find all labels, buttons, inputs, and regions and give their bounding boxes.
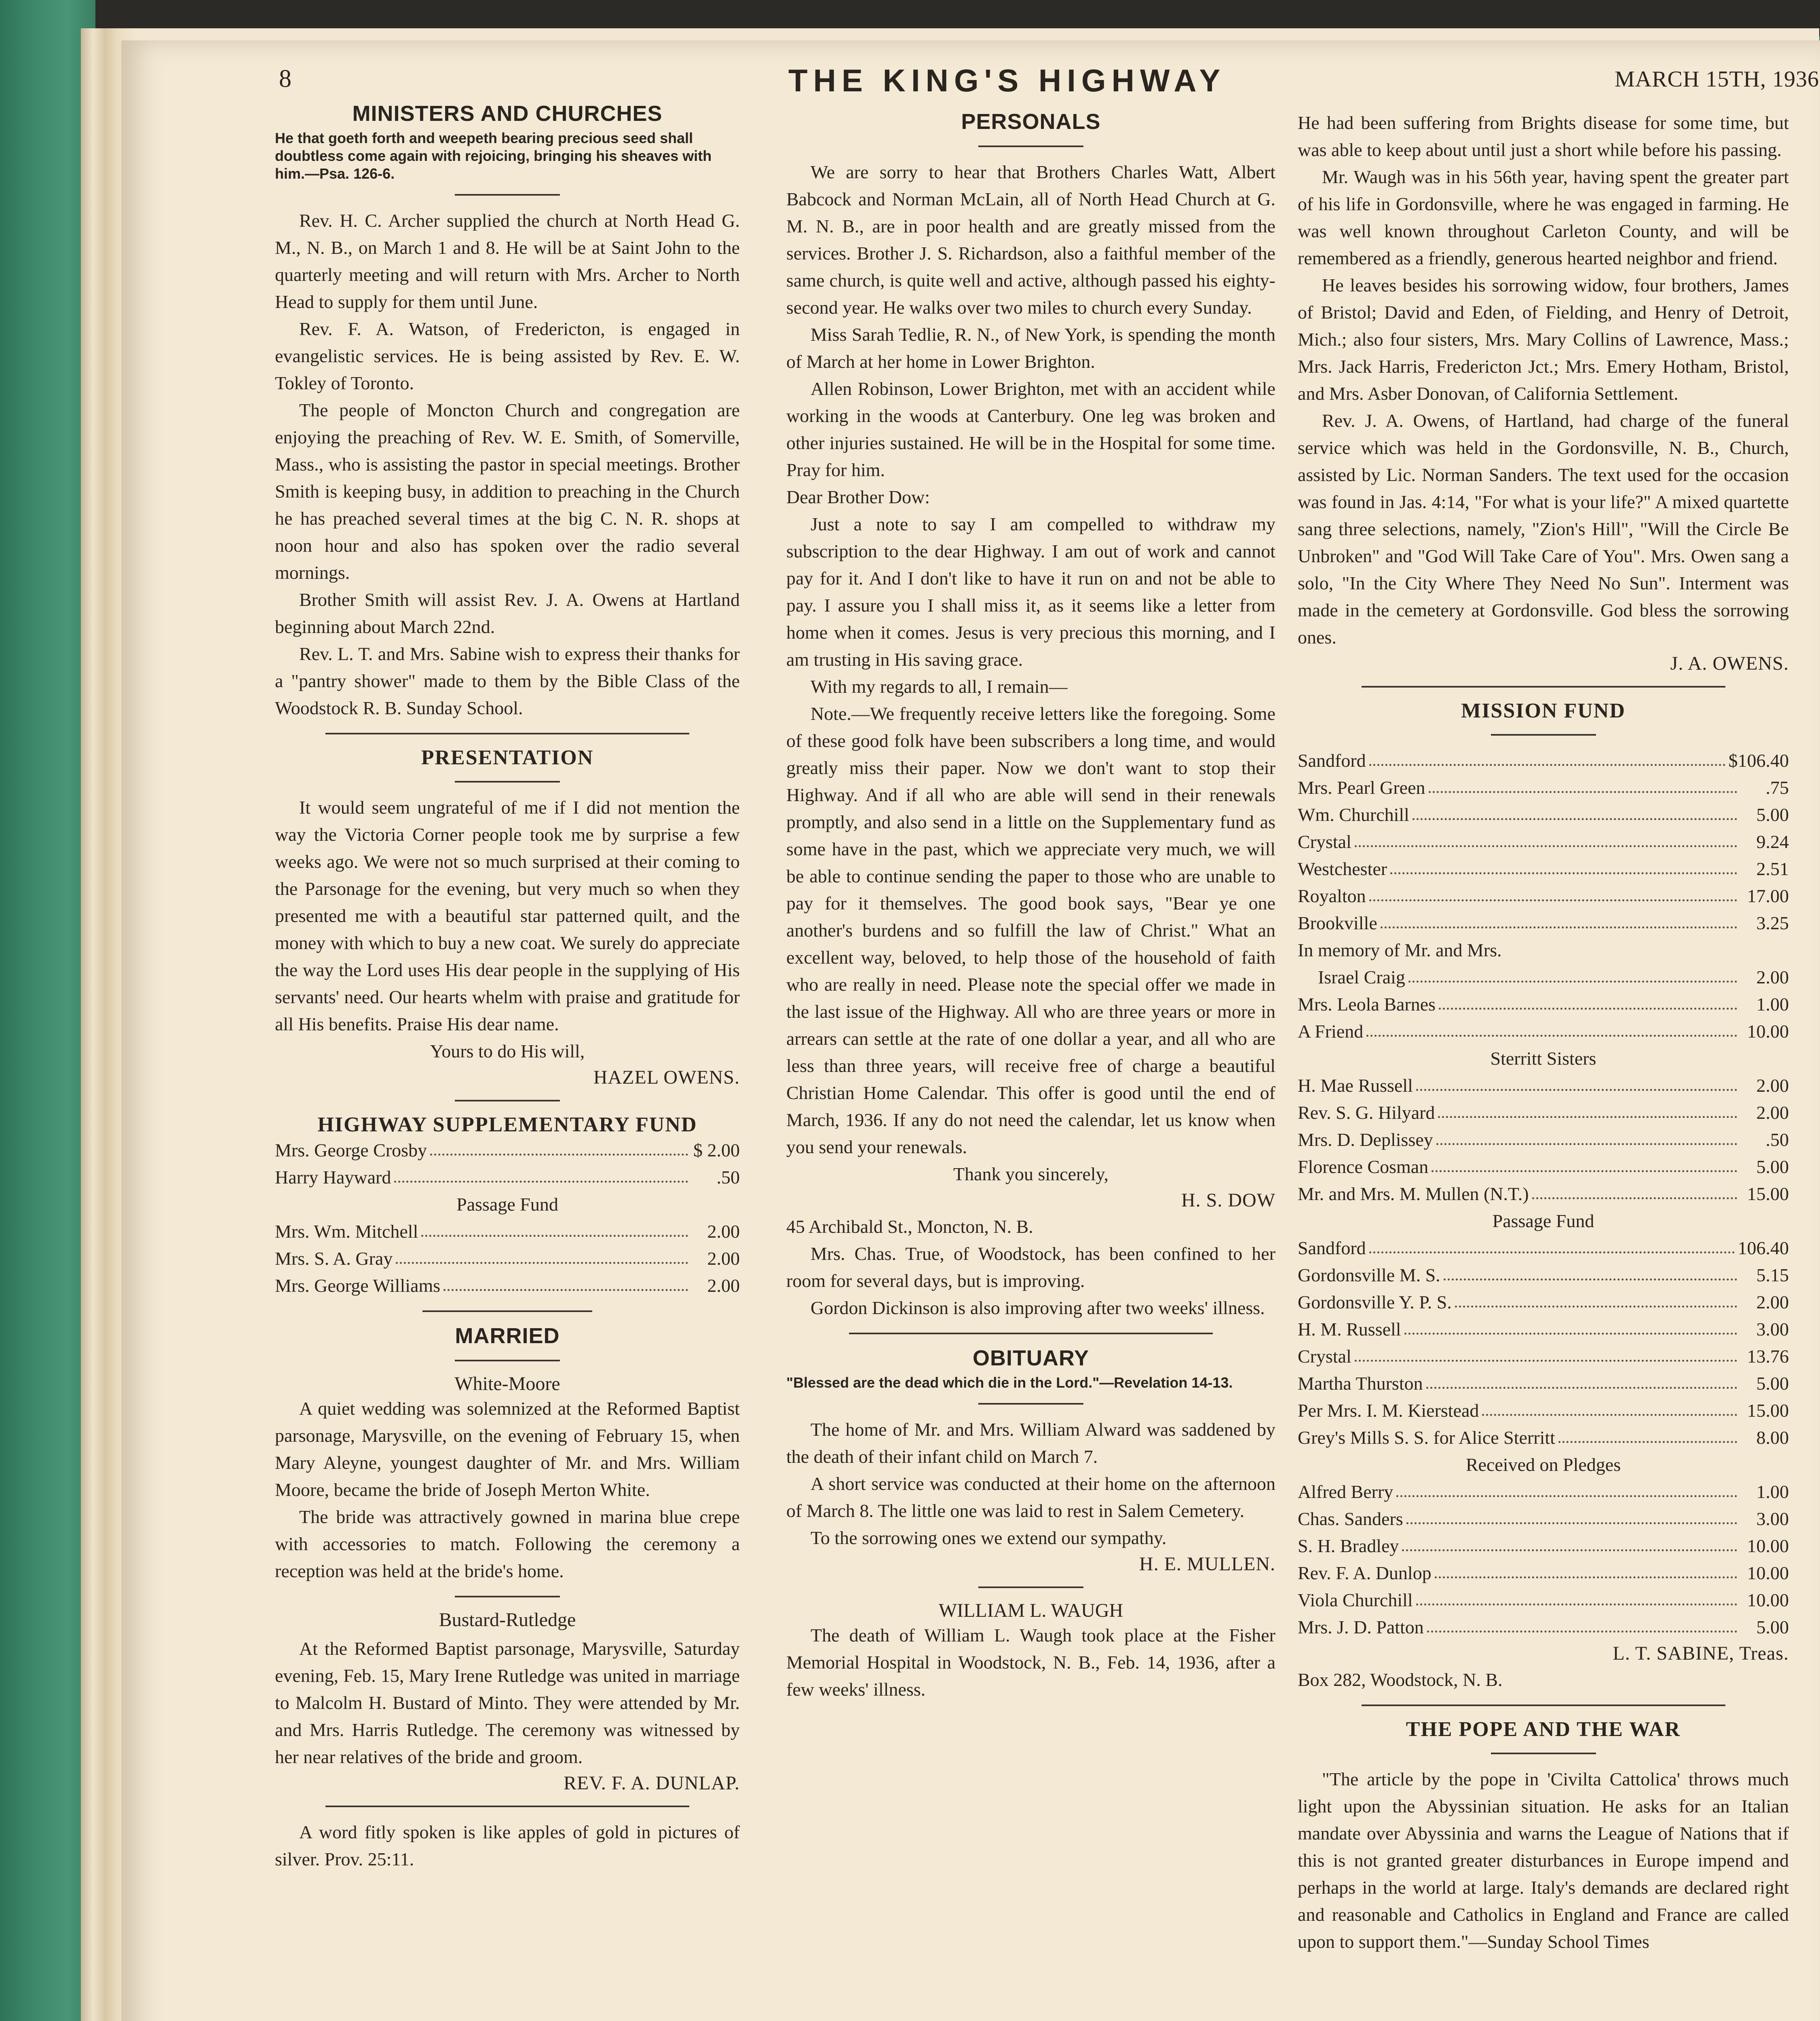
fund-name: Gordonsville Y. P. S. [1298, 1292, 1452, 1312]
waugh-continued: Mr. Waugh was in his 56th year, having spent the greater part of his life in Gordonsville, where he was engaged in farming. He was well known throughout Carleton County, and will be remembered as a friendly, generous hearted neighbor and friend. [1298, 167, 1789, 268]
fund-name: Florence Cosman [1298, 1156, 1429, 1177]
fund-row [1298, 1559, 1789, 1586]
fund-name: H. M. Russell [1298, 1319, 1401, 1340]
column-1 [154, 101, 768, 1873]
divider [455, 1596, 560, 1597]
dot-leader [396, 1245, 688, 1264]
wedding-title: White-Moore [454, 1373, 560, 1394]
dot-leader [1413, 801, 1737, 820]
ministers-epigraph: He that goeth forth and weepeth bearing precious seed shall doubtless come again with rejoicing, bringing his sheaves with him.—Psa. 126-6. [275, 130, 712, 182]
dot-leader [1429, 774, 1737, 793]
fund-row [1298, 801, 1789, 828]
fund-row [275, 1164, 740, 1191]
fund-row [1298, 1397, 1789, 1424]
fund-row [1298, 1126, 1789, 1153]
dot-leader [1408, 964, 1737, 983]
page-number: 8 [279, 65, 291, 93]
mission-title: MISSION FUND [1461, 699, 1626, 722]
dot-leader [1439, 991, 1737, 1010]
fund-name: S. H. Bradley [1298, 1536, 1399, 1556]
fund-name: Wm. Churchill [1298, 804, 1409, 825]
ministers-paragraph: The people of Moncton Church and congregation are enjoying the preaching of Rev. W. E. Smith, of Somerville, Mass., who is assisting the pastor in special meetings. Brother Smith is keeping busy, in addition to preaching in the Church he has preached several times at the big C. N. R. shops at noon hour and also has spoken over the radio several mornings. [275, 400, 740, 583]
wedding-title: Bustard-Rutledge [439, 1609, 576, 1631]
presentation-title: PRESENTATION [421, 746, 594, 769]
fund-amount: 5.00 [1756, 1373, 1789, 1394]
fund-row [1298, 1072, 1789, 1099]
pope-title: THE POPE AND THE WAR [1406, 1718, 1681, 1741]
fund-row [1298, 1289, 1789, 1316]
dot-leader [443, 1272, 688, 1291]
dot-leader [1455, 1289, 1737, 1308]
fund-amount: $ 2.00 [693, 1140, 740, 1160]
divider [849, 1333, 1213, 1334]
proverb: A word fitly spoken is like apples of gold in pictures of silver. Prov. 25:11. [275, 1822, 740, 1869]
obituary-title: OBITUARY [973, 1346, 1089, 1370]
obituary-paragraph: To the sorrowing ones we extend our sympathy. [811, 1527, 1167, 1548]
fund-name: Chas. Sanders [1298, 1508, 1403, 1529]
divider [325, 1806, 689, 1807]
dot-leader [1558, 1424, 1737, 1443]
fund-name: Mrs. D. Deplissey [1298, 1129, 1433, 1150]
fund-row [1298, 774, 1789, 801]
divider [1362, 686, 1725, 688]
fund-name: Grey's Mills S. S. for Alice Sterritt [1298, 1427, 1555, 1448]
fund-amount: 10.00 [1747, 1536, 1789, 1556]
divider [978, 1403, 1083, 1405]
fund-row [1298, 855, 1789, 882]
fund-amount: 5.00 [1756, 804, 1789, 825]
divider [1491, 734, 1596, 736]
column-3 [1298, 109, 1789, 1955]
dot-leader [1369, 1234, 1735, 1253]
fund-row [1298, 1153, 1789, 1180]
wedding-signature: REV. F. A. DUNLAP. [563, 1772, 740, 1794]
fund-name: Royalton [1298, 886, 1366, 906]
fund-amount: $106.40 [1728, 750, 1789, 771]
fund-row [1298, 1018, 1789, 1045]
fund-amount: .50 [716, 1167, 740, 1188]
fund-row [1298, 1586, 1789, 1614]
fund-row [1298, 991, 1789, 1018]
fund-name: Mrs. Leola Barnes [1298, 994, 1436, 1015]
obituary-paragraph: A short service was conducted at their home on the afternoon of March 8. The little one was laid to rest in Salem Cemetery. [786, 1473, 1275, 1521]
dot-leader [421, 1218, 688, 1237]
fund-name: Mrs. Pearl Green [1298, 777, 1425, 798]
dot-leader [1427, 1614, 1737, 1633]
dot-leader [1426, 1370, 1737, 1389]
fund-row [1298, 1180, 1789, 1207]
pope-paragraph: "The article by the pope in 'Civilta Cattolica' throws much light upon the Abyssinian situation. He asks for an Italian mandate over Abyssinia and warns the League of Nations that if this is not granted greater disturbances in Europe impend and perhaps in the world at large. Italy's demands are declared right and reasonable and Catholics in England and France are called upon to support them."—Sunday School Times [1298, 1769, 1789, 1952]
dot-leader [1482, 1397, 1737, 1416]
treasurer-signature: L. T. SABINE, Treas. [1613, 1643, 1789, 1664]
letter-paragraph: Just a note to say I am compelled to withdraw my subscription to the dear Highway. I am out of work and cannot pay for it. And I don't like to have it run on and not be able to pay. I assure you I shall miss it, as it seems like a letter from home when it comes. Jesus is very precious this morning, and I am trusting in His saving grace. [786, 514, 1275, 670]
dot-leader [1406, 1505, 1737, 1524]
wedding-paragraph: At the Reformed Baptist parsonage, Marysville, Saturday evening, Feb. 15, Mary Irene Rutledge was united in marriage to Malcolm H. Bustard of Minto. They were attended by Mr. and Mrs. Harris Rutledge. The ceremony was witnessed by her near relatives of the bride and groom. [275, 1638, 740, 1767]
letter-paragraph: With my regards to all, I remain— [811, 676, 1068, 697]
fund-amount: 10.00 [1747, 1563, 1789, 1583]
fund-row [1298, 1532, 1789, 1559]
dot-leader [394, 1164, 688, 1183]
dot-leader [1369, 747, 1725, 766]
waugh-continued: He had been suffering from Brights disease for some time, but was able to keep about until just a short while before his passing. [1298, 112, 1789, 160]
fund-row [1298, 1478, 1789, 1505]
fund-name: Mr. and Mrs. M. Mullen (N.T.) [1298, 1183, 1529, 1204]
fund-name: Rev. F. A. Dunlop [1298, 1563, 1432, 1583]
fund-amount: 5.15 [1756, 1265, 1789, 1285]
fund-name: Crystal [1298, 1346, 1351, 1367]
treasurer-address: Box 282, Woodstock, N. B. [1298, 1669, 1503, 1690]
fund-name: Brookville [1298, 913, 1377, 933]
waugh-paragraph: The death of William L. Waugh took place at the Fisher Memorial Hospital in Woodstock, N. B., Feb. 14, 1936, after a few weeks' illness. [786, 1625, 1275, 1700]
dot-leader [1432, 1153, 1737, 1172]
ministers-paragraph: Rev. F. A. Watson, of Fredericton, is engaged in evangelistic services. He is being assisted by Rev. E. W. Tokley of Toronto. [275, 319, 740, 393]
personals-paragraph: Mrs. Chas. True, of Woodstock, has been confined to her room for several days, but is improving. [786, 1243, 1275, 1291]
divider [455, 1360, 560, 1361]
fund-amount: 2.00 [1756, 967, 1789, 987]
fund-name: Gordonsville M. S. [1298, 1265, 1440, 1285]
fund-name: A Friend [1298, 1021, 1364, 1042]
fund-row [1298, 1099, 1789, 1126]
presentation-paragraph: It would seem ungrateful of me if I did not mention the way the Victoria Corner people took me by surprise a few weeks ago. We were not so much surprised at their coming to the Parsonage for the evening, but very much so when they presented me with a beautiful star patterned quilt, and the money with which to buy a new coat. We surely do appreciate the way the Lord uses His dear people in the supplying of His servants' need. Our hearts whelm with praise and gratitude for all His benefits. Praise His dear name. [275, 797, 740, 1034]
fund-amount: .75 [1765, 777, 1789, 798]
letter-salutation: Dear Brother Dow: [786, 487, 930, 507]
dot-leader [1355, 828, 1737, 847]
column-1-inner [275, 101, 740, 1873]
fund-row [1298, 909, 1789, 937]
dot-leader [1532, 1180, 1737, 1199]
dot-leader [1404, 1316, 1737, 1335]
mission-passage-title: Passage Fund [1492, 1211, 1594, 1231]
supplementary-title: HIGHWAY SUPPLEMENTARY FUND [317, 1113, 697, 1136]
divider [455, 194, 560, 196]
fund-name: Mrs. George Williams [275, 1275, 441, 1296]
fund-amount: 10.00 [1747, 1590, 1789, 1610]
ministers-paragraph: Rev. H. C. Archer supplied the church at North Head G. M., N. B., on March 1 and 8. He will be at Saint John to the quarterly meeting and will return with Mrs. Archer to North Head to supply for them until June. [275, 210, 740, 312]
divider [1491, 1753, 1596, 1754]
fund-row [1298, 1316, 1789, 1343]
fund-amount: 3.00 [1756, 1508, 1789, 1529]
fund-amount: 2.00 [1756, 1102, 1789, 1123]
page-header [279, 65, 1820, 105]
fund-row [1298, 964, 1789, 991]
fund-row [1298, 828, 1789, 855]
ministers-title: MINISTERS AND CHURCHES [352, 101, 663, 126]
fund-amount: 10.00 [1747, 1021, 1789, 1042]
letter-address: 45 Archibald St., Moncton, N. B. [786, 1216, 1033, 1237]
fund-row [1298, 1262, 1789, 1289]
married-title: MARRIED [455, 1324, 560, 1348]
fund-name: Mrs. Wm. Mitchell [275, 1221, 418, 1242]
fund-row [1298, 1505, 1789, 1532]
publication-title: THE KING'S HIGHWAY [788, 63, 1226, 98]
fund-amount: 106.40 [1738, 1238, 1789, 1258]
dot-leader [1416, 1072, 1737, 1091]
ministers-paragraph: Rev. L. T. and Mrs. Sabine wish to express their thanks for a "pantry shower" made to them by the Bible Class of the Woodstock R. B. Sunday School. [275, 643, 740, 718]
dot-leader [1435, 1559, 1737, 1578]
waugh-continued: Rev. J. A. Owens, of Hartland, had charge of the funeral service which was held in the Gordonsville, N. B., Church, assisted by Lic. Norman Sanders. The text used for the occasion was found in Jas. 4:14, "For what is your life?" A mixed quartette sang three selections, namely, "Zion's Hill", "Will the Circle Be Unbroken" and "God Will Take Care of You". Mrs. Owen sang a solo, "In the City Where They Need No Sun". Interment was made in the cemetery at Gordonsville. God bless the sorrowing ones. [1298, 410, 1789, 648]
fund-name: Harry Hayward [275, 1167, 391, 1188]
letter-paragraph: Note.—We frequently receive letters like the foregoing. Some of these good folk have been subscribers a long time, and would greatly miss their paper. Now we don't want to stop their Highway. And if all who are able will send in their renewals promptly, and also send in a little on the Supplementary fund as some have in the past, which we appreciate very much, we will be able to continue sending the paper to those who are unable to pay for it themselves. The good book says, "Bear ye one another's burdens and so fulfill the law of Christ." What an excellent way, beloved, to help those of the household of faith who are really in need. Please note the special offer we made in the last issue of the Highway. All who are three years or more in arrears can settle at the rate of one dollar a year, and all who are less than three years, will receive free of charge a beautiful Christian Home Calendar. This offer is good until the end of March, 1936. If any do not need the calendar, let us know when you send your renewals. [786, 703, 1275, 1157]
fund-row [1298, 882, 1789, 909]
dot-leader [430, 1137, 688, 1156]
obituary-signature: H. E. MULLEN. [1139, 1553, 1275, 1575]
fund-amount: 1.00 [1756, 1481, 1789, 1502]
fund-amount: 17.00 [1747, 886, 1789, 906]
fund-row [1298, 747, 1789, 774]
waugh-title: WILLIAM L. WAUGH [938, 1600, 1123, 1621]
dot-leader [1381, 909, 1737, 928]
fund-amount: 5.00 [1756, 1617, 1789, 1637]
letter-signature: H. S. DOW [1181, 1190, 1275, 1211]
fund-amount: 15.00 [1747, 1183, 1789, 1204]
wedding-paragraph: The bride was attractively gowned in marina blue crepe with accessories to match. Following the ceremony a reception was held at the bride's home. [275, 1506, 740, 1581]
fund-amount: 2.00 [707, 1275, 740, 1296]
memory-line: In memory of Mr. and Mrs. [1298, 940, 1502, 960]
personals-paragraph: We are sorry to hear that Brothers Charles Watt, Albert Babcock and Norman McLain, all of North Head Church at G. M. N. B., are in poor health and are greatly missed from the services. Brother J. S. Richardson, also a faithful member of the same church, is quite well and active, although passed his eighty-second year. He walks over two miles to church every Sunday. [786, 162, 1275, 318]
fund-row [1298, 1370, 1789, 1397]
fund-row [1298, 1614, 1789, 1641]
fund-row [1298, 1343, 1789, 1370]
fund-name: Crystal [1298, 831, 1351, 852]
fund-name: H. Mae Russell [1298, 1075, 1413, 1096]
personals-paragraph: Allen Robinson, Lower Brighton, met with an accident while working in the woods at Canterbury. One leg was broken and other injuries sustained. He will be in the Hospital for some time. Pray for him. [786, 378, 1275, 480]
personals-paragraph: Miss Sarah Tedlie, R. N., of New York, is spending the month of March at her home in Lower Brighton. [786, 324, 1275, 372]
personals-title: PERSONALS [961, 110, 1101, 134]
fund-name: Mrs. George Crosby [275, 1140, 427, 1160]
fund-name: Per Mrs. I. M. Kierstead [1298, 1400, 1479, 1421]
fund-name: Mrs. S. A. Gray [275, 1248, 393, 1269]
fund-name: Sandford [1298, 1238, 1366, 1258]
fund-row [275, 1218, 740, 1245]
divider [455, 1100, 560, 1101]
fund-amount: 13.76 [1747, 1346, 1789, 1367]
fund-amount: 2.00 [707, 1221, 740, 1242]
waugh-continued: He leaves besides his sorrowing widow, four brothers, James of Bristol; David and Eden, of Fielding, and Henry of Detroit, Mich.; also four sisters, Mrs. Mary Collins of Lawrence, Mass.; Mrs. Jack Harris, Fredericton Jct.; Mrs. Emery Hotham, Bristol, and Mrs. Asber Donovan, of California Settlement. [1298, 275, 1789, 404]
fund-name: Martha Thurston [1298, 1373, 1423, 1394]
pledges-title: Received on Pledges [1465, 1454, 1621, 1475]
dot-leader [1416, 1586, 1737, 1605]
obituary-paragraph: The home of Mr. and Mrs. William Alward was saddened by the death of their infant child on March 7. [786, 1419, 1275, 1467]
passage-fund-title: Passage Fund [456, 1194, 558, 1215]
waugh-signature: J. A. OWENS. [1670, 653, 1789, 674]
sterritt-title: Sterritt Sisters [1490, 1048, 1596, 1069]
fund-row [1298, 1234, 1789, 1262]
divider [1362, 1705, 1725, 1706]
obituary-epigraph: "Blessed are the dead which die in the Lord."—Revelation 14-13. [786, 1374, 1233, 1391]
dot-leader [1396, 1478, 1737, 1497]
fund-amount: 2.00 [707, 1248, 740, 1269]
fund-amount: 15.00 [1747, 1400, 1789, 1421]
fund-amount: .50 [1765, 1129, 1789, 1150]
personals-paragraph: Gordon Dickinson is also improving after two weeks' illness. [811, 1297, 1265, 1318]
fund-amount: 3.00 [1756, 1319, 1789, 1340]
fund-row [275, 1137, 740, 1164]
fund-amount: 1.00 [1756, 994, 1789, 1015]
dot-leader [1355, 1343, 1737, 1362]
presentation-closing: Yours to do His will, [430, 1041, 585, 1061]
fund-amount: 5.00 [1756, 1156, 1789, 1177]
fund-row [275, 1272, 740, 1299]
fund-row [275, 1245, 740, 1272]
fund-name: Viola Churchill [1298, 1590, 1413, 1610]
divider [455, 781, 560, 783]
wedding-paragraph: A quiet wedding was solemnized at the Reformed Baptist parsonage, Marysville, on the evening of February 15, when Mary Aleyne, youngest daughter of Mr. and Mrs. William Moore, became the bride of Joseph Merton White. [275, 1398, 740, 1500]
issue-date: MARCH 15TH, 1936 [1614, 67, 1819, 92]
dot-leader [1369, 882, 1737, 901]
dot-leader [1390, 855, 1737, 874]
fund-amount: 2.00 [1756, 1075, 1789, 1096]
divider [422, 1310, 592, 1312]
fund-amount: 9.24 [1756, 831, 1789, 852]
fund-name: Westchester [1298, 859, 1387, 879]
letter-closing: Thank you sincerely, [953, 1164, 1109, 1184]
fund-row [1298, 1424, 1789, 1451]
presentation-signature: HAZEL OWENS. [593, 1067, 740, 1088]
fund-amount: 8.00 [1756, 1427, 1789, 1448]
divider [325, 733, 689, 734]
dot-leader [1366, 1018, 1737, 1037]
fund-name: Israel Craig [1318, 967, 1405, 987]
fund-name: Alfred Berry [1298, 1481, 1394, 1502]
divider [978, 1586, 1083, 1588]
fund-amount: 2.51 [1756, 859, 1789, 879]
fund-name: Mrs. J. D. Patton [1298, 1617, 1424, 1637]
dot-leader [1436, 1126, 1737, 1145]
column-2 [786, 109, 1275, 1703]
fund-amount: 3.25 [1756, 913, 1789, 933]
fund-amount: 2.00 [1756, 1292, 1789, 1312]
dot-leader [1444, 1262, 1737, 1281]
divider [978, 146, 1083, 147]
fund-name: Rev. S. G. Hilyard [1298, 1102, 1435, 1123]
fund-name: Sandford [1298, 750, 1366, 771]
ministers-paragraph: Brother Smith will assist Rev. J. A. Owens at Hartland beginning about March 22nd. [275, 589, 740, 637]
dot-leader [1438, 1099, 1737, 1118]
dot-leader [1402, 1532, 1737, 1551]
